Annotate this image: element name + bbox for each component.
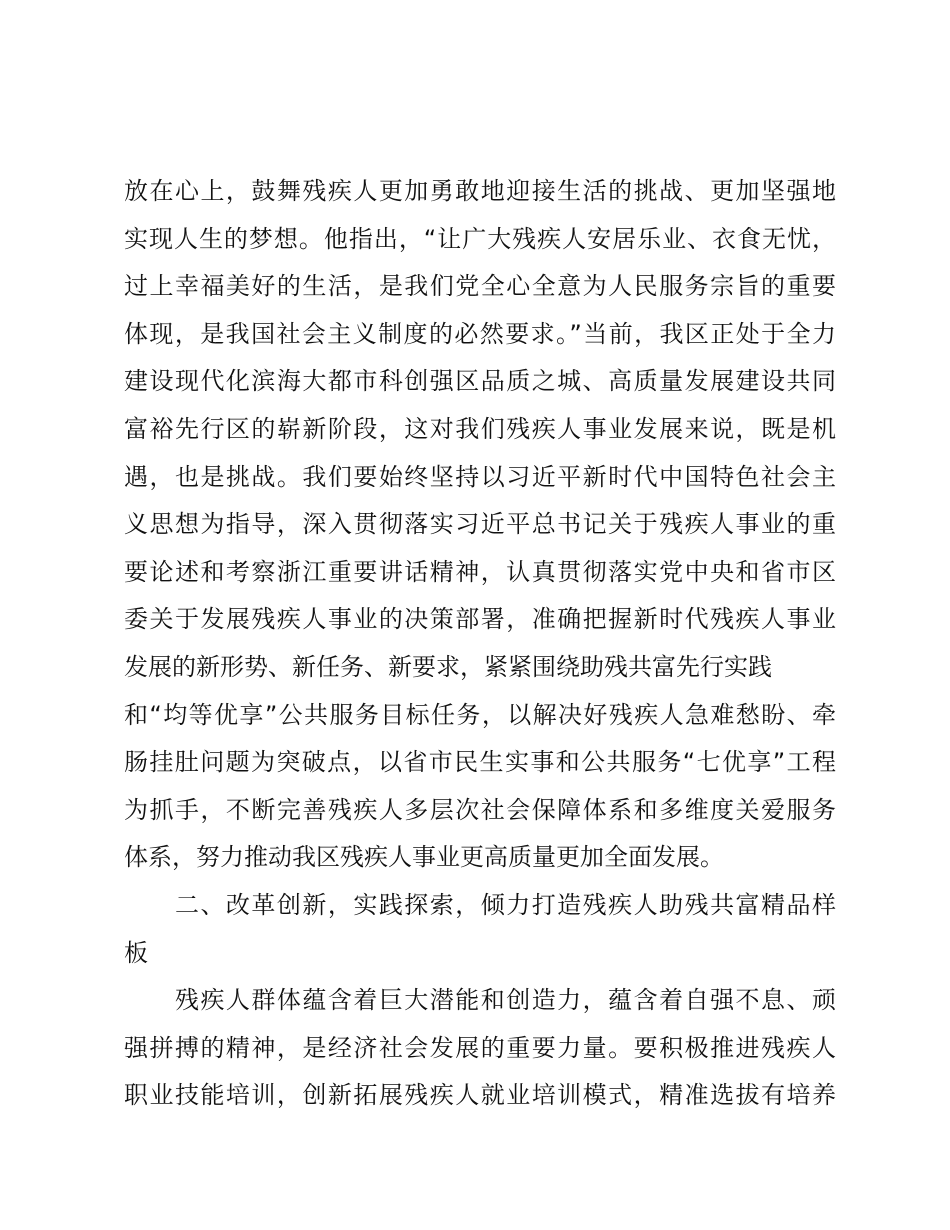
text-line: 义思想为指导，深入贯彻落实习近平总书记关于残疾人事业的重 xyxy=(124,510,836,539)
text-line: 肠挂肚问题为突破点，以省市民生实事和公共服务“七优享”工程 xyxy=(124,748,836,777)
text-line: 发展的新形势、新任务、新要求，紧紧围绕助残共富先行实践 xyxy=(124,652,772,681)
document-body xyxy=(124,168,836,1120)
text-line: 建设现代化滨海大都市科创强区品质之城、高质量发展建设共同 xyxy=(124,367,836,396)
text-line: 过上幸福美好的生活，是我们党全心全意为人民服务宗旨的重要 xyxy=(124,272,836,301)
text-line: 遇，也是挑战。我们要始终坚持以习近平新时代中国特色社会主 xyxy=(124,462,836,491)
text-line: 职业技能培训，创新拓展残疾人就业培训模式，精准选拔有培养 xyxy=(124,1081,836,1110)
section-heading: 二、改革创新，实践探索，倾力打造残疾人助残共富精品样 xyxy=(124,890,836,919)
text-line: 残疾人群体蕴含着巨大潜能和创造力，蕴含着自强不息、顽 xyxy=(124,986,836,1015)
text-line: 为抓手，不断完善残疾人多层次社会保障体系和多维度关爱服务 xyxy=(124,795,836,824)
text-line: 要论述和考察浙江重要讲话精神，认真贯彻落实党中央和省市区 xyxy=(124,557,836,586)
text-line: 和“均等优享”公共服务目标任务，以解决好残疾人急难愁盼、牵 xyxy=(124,700,836,729)
text-line: 富裕先行区的崭新阶段，这对我们残疾人事业发展来说，既是机 xyxy=(124,414,836,443)
text-line: 体现，是我国社会主义制度的必然要求。”当前，我区正处于全力 xyxy=(124,319,836,348)
text-line: 放在心上，鼓舞残疾人更加勇敢地迎接生活的挑战、更加坚强地 xyxy=(124,177,836,205)
text-line: 强拼搏的精神，是经济社会发展的重要力量。要积极推进残疾人 xyxy=(124,1033,836,1062)
text-line: 实现人生的梦想。他指出，“让广大残疾人安居乐业、衣食无忧， xyxy=(124,224,836,253)
text-line: 体系，努力推动我区残疾人事业更高质量更加全面发展。 xyxy=(124,843,724,872)
text-line: 委关于发展残疾人事业的决策部署，准确把握新时代残疾人事业 xyxy=(124,605,836,634)
section-heading-continuation: 板 xyxy=(124,938,148,967)
